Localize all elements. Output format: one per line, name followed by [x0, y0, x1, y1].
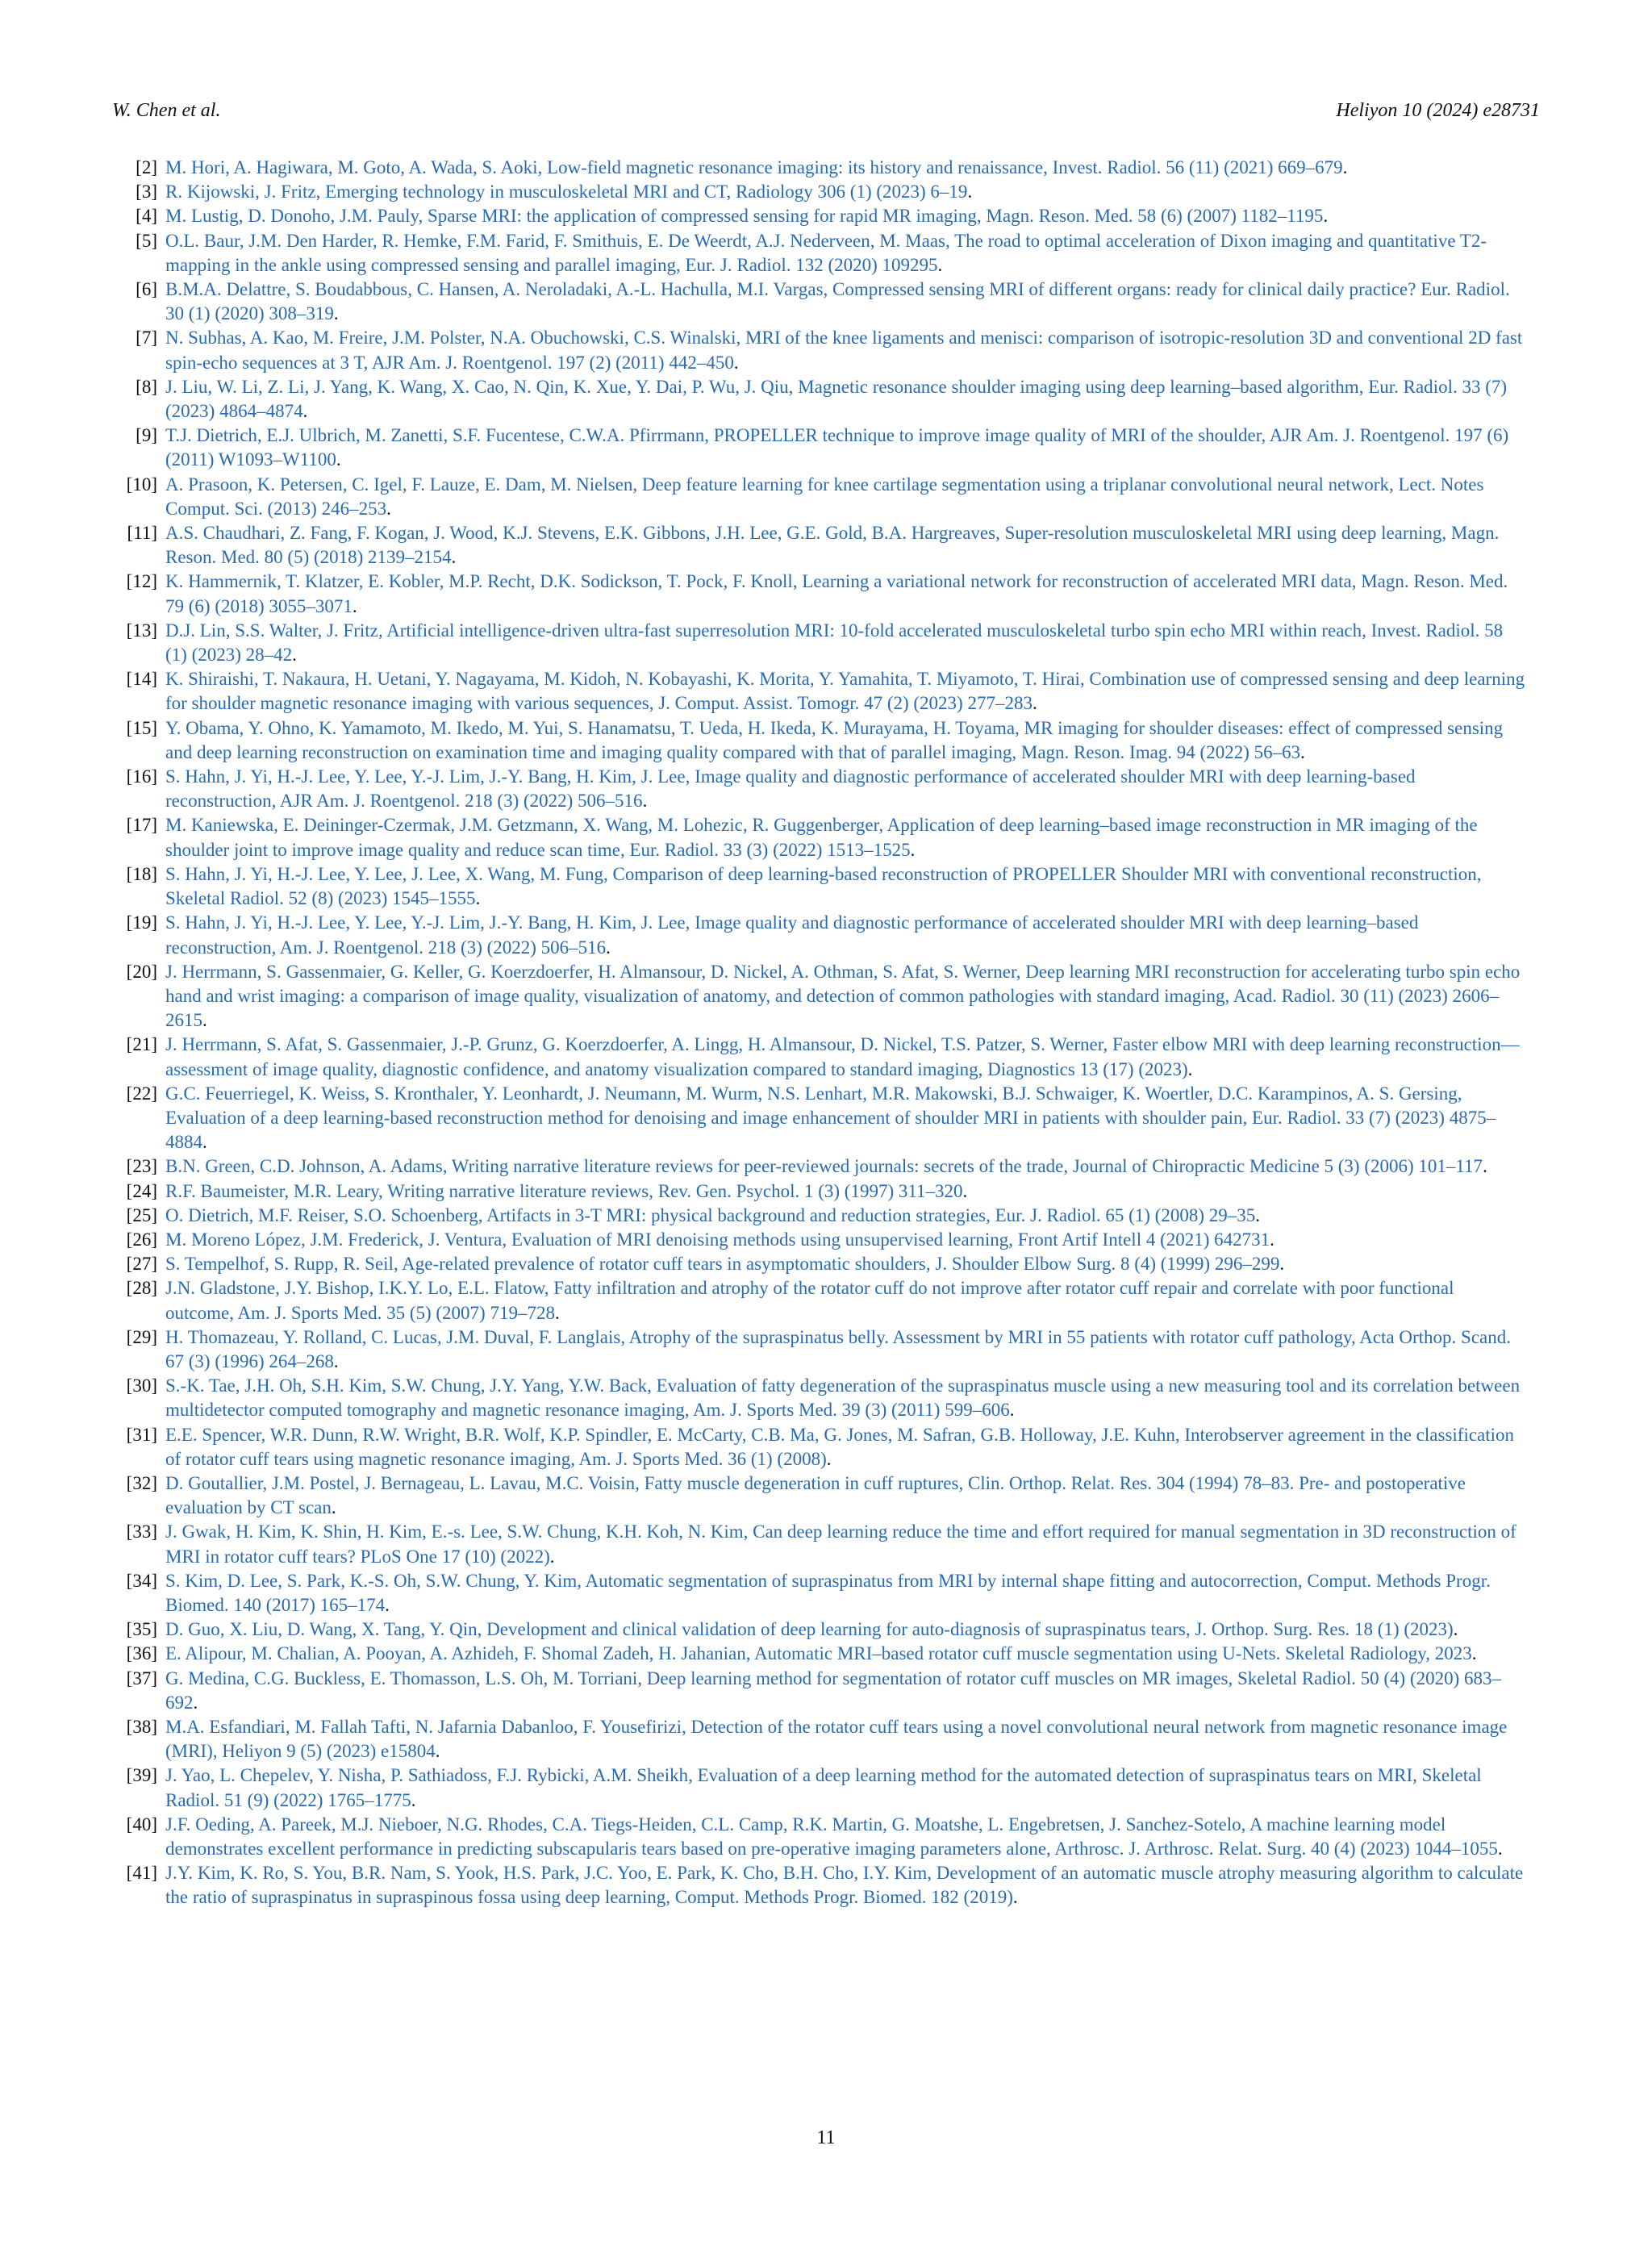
reference-end-period: . — [475, 888, 481, 909]
reference-number: [4] — [136, 206, 157, 227]
reference-number: [21] — [126, 1034, 157, 1055]
header-journal: Heliyon 10 (2024) e28731 — [1336, 100, 1540, 121]
reference-item — [112, 1520, 1525, 1568]
reference-link[interactable]: J.F. Oeding, A. Pareek, M.J. Nieboer, N.G. Rhodes, C.A. Tiegs-Heiden, C.L. Camp, R.K. Martin, G. Moatshe, L. Engebretsen, J. Sanchez-Sotelo, A machine learning model demonstrates excellent performance in predicting subscapularis tears based on pre-operative imaging parameters alone, Arthrosc. J. Arthrosc. Relat. Surg. 40 (4) (2023) 1044–1055 — [165, 1814, 1498, 1860]
reference-number: [10] — [126, 474, 157, 495]
reference-link[interactable]: N. Subhas, A. Kao, M. Freire, J.M. Polster, N.A. Obuchowski, C.S. Winalski, MRI of the knee ligaments and menisci: comparison of isotropic-resolution 3D and conventional 2D fast spin-echo sequences at 3 T, AJR Am. J. Roentgenol. 197 (2) (2011) 442–450 — [165, 328, 1523, 373]
reference-link[interactable]: Y. Obama, Y. Ohno, K. Yamamoto, M. Ikedo, M. Yui, S. Hanamatsu, T. Ueda, H. Ikeda, K. Murayama, H. Toyama, MR imaging for shoulder diseases: effect of compressed sensing and deep learning reconstruction on examination time and imaging quality compared with that of parallel imaging, Magn. Reson. Imag. 94 (2022) 56–63 — [165, 717, 1504, 762]
reference-end-period: . — [606, 937, 611, 958]
reference-number: [37] — [126, 1668, 157, 1688]
reference-entry — [165, 1569, 1525, 1617]
reference-end-period: . — [1255, 1204, 1260, 1225]
reference-link[interactable]: J.Y. Kim, K. Ro, S. You, B.R. Nam, S. Yook, H.S. Park, J.C. Yoo, E. Park, K. Cho, B.H. Cho, I.Y. Kim, Development of an automatic muscle atrophy measuring algorithm to calculate the ratio of supraspinatus in supraspinous fossa using deep learning, Comput. Methods Progr. Biomed. 182 (2019) — [165, 1863, 1524, 1908]
reference-link[interactable]: R.F. Baumeister, M.R. Leary, Writing narrative literature reviews, Rev. Gen. Psychol. 1 (3) (1997) 311–320 — [165, 1180, 963, 1201]
reference-item — [112, 570, 1525, 618]
reference-list — [112, 156, 1525, 1910]
reference-end-period: . — [386, 498, 391, 519]
reference-end-period: . — [962, 1180, 968, 1201]
reference-entry — [165, 204, 1525, 228]
reference-link[interactable]: J. Gwak, H. Kim, K. Shin, H. Kim, E.-s. Lee, S.W. Chung, K.H. Koh, N. Kim, Can deep learning reduce the time and effort required for manual segmentation in 3D reconstruction of MRI in rotator cuff tears? PLoS One 17 (10) (2022) — [165, 1521, 1516, 1567]
reference-link[interactable]: B.N. Green, C.D. Johnson, A. Adams, Writing narrative literature reviews for peer-reviewed journals: secrets of the trade, Journal of Chiropractic Medicine 5 (3) (2006) 101–117 — [165, 1156, 1483, 1177]
reference-item — [112, 1642, 1525, 1666]
reference-end-period: . — [202, 1010, 207, 1031]
reference-end-period: . — [910, 839, 916, 860]
reference-end-period: . — [1342, 157, 1348, 177]
reference-entry — [165, 667, 1525, 716]
reference-entry — [165, 1642, 1525, 1666]
reference-link[interactable]: G.C. Feuerriegel, K. Weiss, S. Kronthaler, Y. Leonhardt, J. Neumann, M. Wurm, N.S. Lenhart, M.R. Makowski, B.J. Schwaiger, K. Woertler, D.C. Karampinos, A. S. Gersing, Evaluation of a deep learning-based reconstruction method for denoising and image enhancement of shoulder MRI in patients with shoulder pain, Eur. Radiol. 33 (7) (2023) 4875–4884 — [165, 1083, 1496, 1153]
reference-number: [13] — [126, 620, 157, 641]
reference-link[interactable]: S. Tempelhof, S. Rupp, R. Seil, Age-related prevalence of rotator cuff tears in asymptomatic shoulders, J. Shoulder Elbow Surg. 8 (4) (1999) 296–299 — [165, 1254, 1280, 1275]
reference-end-period: . — [1012, 1887, 1018, 1908]
reference-number: [16] — [126, 766, 157, 787]
reference-link[interactable]: A. Prasoon, K. Petersen, C. Igel, F. Lauze, E. Dam, M. Nielsen, Deep feature learning for knee cartilage segmentation using a triplanar convolutional neural network, Lect. Notes Comput. Sci. (2013) 246–253 — [165, 474, 1484, 519]
reference-end-period: . — [336, 449, 341, 470]
reference-link[interactable]: J. Yao, L. Chepelev, Y. Nisha, P. Sathiadoss, F.J. Rybicki, A.M. Sheikh, Evaluation of a deep learning method for the automated detection of supraspinatus tears on MRI, Skeletal Radiol. 51 (9) (2022) 1765–1775 — [165, 1765, 1482, 1810]
reference-entry — [165, 1423, 1525, 1471]
reference-end-period: . — [331, 1497, 336, 1518]
reference-item — [112, 180, 1525, 204]
reference-number: [38] — [126, 1717, 157, 1737]
reference-end-period: . — [352, 595, 357, 616]
reference-link[interactable]: M. Lustig, D. Donoho, J.M. Pauly, Sparse MRI: the application of compressed sensing for rapid MR imaging, Magn. Reson. Med. 58 (6) (2007) 1182–1195 — [165, 206, 1324, 227]
reference-link[interactable]: H. Thomazeau, Y. Rolland, C. Lucas, J.M. Duval, F. Langlais, Atrophy of the supraspinatus belly. Assessment by MRI in 55 patients with rotator cuff pathology, Acta Orthop. Scand. 67 (3) (1996) 264–268 — [165, 1326, 1511, 1371]
reference-entry — [165, 278, 1525, 326]
reference-entry — [165, 1861, 1525, 1910]
reference-end-period: . — [435, 1741, 440, 1762]
reference-end-period: . — [411, 1789, 416, 1810]
reference-item — [112, 204, 1525, 228]
reference-entry — [165, 1228, 1525, 1252]
reference-number: [31] — [126, 1424, 157, 1445]
reference-item — [112, 862, 1525, 911]
reference-item — [112, 473, 1525, 521]
reference-number: [30] — [126, 1375, 157, 1396]
reference-item — [112, 1471, 1525, 1520]
reference-number: [34] — [126, 1570, 157, 1591]
reference-item — [112, 1813, 1525, 1861]
reference-entry — [165, 521, 1525, 570]
reference-entry — [165, 326, 1525, 374]
reference-number: [28] — [126, 1278, 157, 1299]
reference-item — [112, 1667, 1525, 1715]
reference-link[interactable]: K. Shiraishi, T. Nakaura, H. Uetani, Y. Nagayama, M. Kidoh, N. Kobayashi, K. Morita, Y. Yamahita, T. Miyamoto, T. Hirai, Combination use of compressed sensing and deep learning for shoulder magnetic resonance imaging with various sequences, J. Comput. Assist. Tomogr. 47 (2) (2023) 277–283 — [165, 669, 1525, 714]
reference-end-period: . — [333, 303, 339, 324]
reference-link[interactable]: D. Guo, X. Liu, D. Wang, X. Tang, Y. Qin, Development and clinical validation of deep learning for auto-diagnosis of supraspinatus tears, J. Orthop. Surg. Res. 18 (1) (2023) — [165, 1619, 1454, 1640]
reference-link[interactable]: J.N. Gladstone, J.Y. Bishop, I.K.Y. Lo, E.L. Flatow, Fatty infiltration and atrophy of the rotator cuff do not improve after rotator cuff repair and correlate with poor functional outcome, Am. J. Sports Med. 35 (5) (2007) 719–728 — [165, 1278, 1454, 1323]
reference-number: [20] — [126, 961, 157, 982]
reference-end-period: . — [302, 401, 308, 422]
reference-number: [41] — [126, 1863, 157, 1884]
reference-item — [112, 1423, 1525, 1471]
reference-end-period: . — [385, 1594, 390, 1615]
reference-link[interactable]: D. Goutallier, J.M. Postel, J. Bernageau, L. Lavau, M.C. Voisin, Fatty muscle degeneration in cuff ruptures, Clin. Orthop. Relat. Res. 304 (1994) 78–83. Pre- and postoperative evaluation by CT scan — [165, 1472, 1466, 1518]
reference-end-period: . — [1009, 1400, 1015, 1421]
reference-number: [32] — [126, 1472, 157, 1493]
reference-link[interactable]: S. Kim, D. Lee, S. Park, K.-S. Oh, S.W. Chung, Y. Kim, Automatic segmentation of supraspinatus from MRI by internal shape fitting and autocorrection, Comput. Methods Progr. Biomed. 140 (2017) 165–174 — [165, 1570, 1491, 1615]
reference-entry — [165, 1204, 1525, 1228]
reference-number: [39] — [126, 1765, 157, 1786]
reference-link[interactable]: E.E. Spencer, W.R. Dunn, R.W. Wright, B.R. Wolf, K.P. Spindler, E. McCarty, C.B. Ma, G. Jones, M. Safran, G.B. Holloway, J.E. Kuhn, Interobserver agreement in the classification of rotator cuff tears using magnetic resonance imaging, Am. J. Sports Med. 36 (1) (2008) — [165, 1424, 1515, 1469]
reference-end-period: . — [193, 1692, 198, 1713]
reference-item — [112, 1569, 1525, 1617]
reference-entry — [165, 1617, 1525, 1642]
reference-number: [25] — [126, 1204, 157, 1225]
reference-item — [112, 1325, 1525, 1374]
reference-entry — [165, 1179, 1525, 1204]
reference-link[interactable]: S. Hahn, J. Yi, H.-J. Lee, Y. Lee, Y.-J. Lim, J.-Y. Bang, H. Kim, J. Lee, Image quality and diagnostic performance of accelerated shoulder MRI with deep learning–based reconstruction, Am. J. Roentgenol. 218 (3) (2022) 506–516 — [165, 912, 1419, 958]
reference-link[interactable]: R. Kijowski, J. Fritz, Emerging technology in musculoskeletal MRI and CT, Radiology 306 (1) (2023) 6–19 — [165, 182, 968, 202]
header-authors: W. Chen et al. — [112, 100, 221, 121]
reference-item — [112, 1861, 1525, 1910]
reference-entry — [165, 473, 1525, 521]
reference-end-period: . — [292, 645, 297, 666]
reference-entry — [165, 1715, 1525, 1764]
reference-item — [112, 619, 1525, 667]
reference-item — [112, 1033, 1525, 1081]
reference-number: [35] — [126, 1619, 157, 1640]
reference-entry — [165, 1520, 1525, 1568]
reference-entry — [165, 229, 1525, 278]
reference-item — [112, 1154, 1525, 1179]
reference-end-period: . — [202, 1132, 207, 1153]
reference-entry — [165, 813, 1525, 862]
reference-link[interactable]: M. Moreno López, J.M. Frederick, J. Ventura, Evaluation of MRI denoising methods using unsupervised learning, Front Artif Intell 4 (2021) 642731 — [165, 1229, 1270, 1250]
reference-item — [112, 911, 1525, 959]
reference-item — [112, 1228, 1525, 1252]
reference-number: [14] — [126, 669, 157, 690]
reference-number: [15] — [126, 717, 157, 738]
reference-number: [9] — [136, 425, 157, 446]
reference-link[interactable]: B.M.A. Delattre, S. Boudabbous, C. Hansen, A. Neroladaki, A.-L. Hachulla, M.I. Vargas, Compressed sensing MRI of different organs: ready for clinical daily practice? Eur. Radiol. 30 (1) (2020) 308–319 — [165, 279, 1510, 324]
reference-item — [112, 716, 1525, 765]
reference-entry — [165, 716, 1525, 765]
reference-entry — [165, 1082, 1525, 1155]
reference-entry — [165, 619, 1525, 667]
reference-item — [112, 424, 1525, 472]
reference-link[interactable]: O. Dietrich, M.F. Reiser, S.O. Schoenberg, Artifacts in 3-T MRI: physical background and reduction strategies, Eur. J. Radiol. 65 (1) (2008) 29–35 — [165, 1204, 1256, 1225]
reference-link[interactable]: D.J. Lin, S.S. Walter, J. Fritz, Artificial intelligence-driven ultra-fast superresolution MRI: 10-fold accelerated musculoskeletal turbo spin echo MRI within reach, Invest. Radiol. 58 (1) (2023) 28–42 — [165, 620, 1504, 666]
reference-entry — [165, 1374, 1525, 1422]
reference-end-period: . — [1453, 1619, 1458, 1640]
reference-entry — [165, 1154, 1525, 1179]
reference-entry — [165, 156, 1525, 180]
reference-item — [112, 375, 1525, 424]
reference-number: [29] — [126, 1326, 157, 1347]
reference-link[interactable]: J. Liu, W. Li, Z. Li, J. Yang, K. Wang, X. Cao, N. Qin, K. Xue, Y. Dai, P. Wu, J. Qiu, Magnetic resonance shoulder imaging using deep learning–based algorithm, Eur. Radiol. 33 (7) (2023) 4864–4874 — [165, 376, 1508, 422]
reference-end-period: . — [333, 1350, 339, 1371]
reference-entry — [165, 765, 1525, 813]
reference-number: [8] — [136, 376, 157, 397]
reference-item — [112, 1276, 1525, 1325]
reference-end-period: . — [1279, 1254, 1285, 1275]
reference-end-period: . — [967, 182, 973, 202]
reference-end-period: . — [1483, 1156, 1487, 1177]
reference-number: [19] — [126, 912, 157, 933]
reference-end-period: . — [1270, 1229, 1274, 1250]
reference-end-period: . — [1497, 1839, 1503, 1860]
reference-link[interactable]: A.S. Chaudhari, Z. Fang, F. Kogan, J. Wood, K.J. Stevens, E.K. Gibbons, J.H. Lee, G.E. Gold, B.A. Hargreaves, Super-resolution musculoskeletal MRI using deep learning, Magn. Reson. Med. 80 (5) (2018) 2139–2154 — [165, 523, 1500, 568]
reference-end-period: . — [937, 254, 943, 275]
reference-number: [7] — [136, 328, 157, 349]
reference-link[interactable]: M. Hori, A. Hagiwara, M. Goto, A. Wada, S. Aoki, Low-field magnetic resonance imaging: its history and renaissance, Invest. Radiol. 56 (11) (2021) 669–679 — [165, 157, 1343, 177]
reference-item — [112, 521, 1525, 570]
reference-number: [33] — [126, 1521, 157, 1542]
reference-entry — [165, 1325, 1525, 1374]
reference-entry — [165, 1033, 1525, 1081]
reference-entry — [165, 862, 1525, 911]
reference-number: [17] — [126, 815, 157, 836]
reference-end-period: . — [1187, 1058, 1193, 1079]
reference-number: [22] — [126, 1083, 157, 1104]
reference-entry — [165, 375, 1525, 424]
running-head — [112, 100, 1540, 129]
reference-entry — [165, 1667, 1525, 1715]
reference-link[interactable]: T.J. Dietrich, E.J. Ulbrich, M. Zanetti, S.F. Fucentese, C.W.A. Pfirrmann, PROPELLER technique to improve image quality of MRI of the shoulder, AJR Am. J. Roentgenol. 197 (6) (2011) W1093–W1100 — [165, 425, 1509, 470]
reference-item — [112, 1374, 1525, 1422]
reference-entry — [165, 570, 1525, 618]
reference-link[interactable]: J. Herrmann, S. Gassenmaier, G. Keller, G. Koerzdoerfer, H. Almansour, D. Nickel, A. Othman, S. Afat, S. Werner, Deep learning MRI reconstruction for accelerating turbo spin echo hand and wrist imaging: a comparison of image quality, visualization of anatomy, and detection of common pathologies with standard imaging, Acad. Radiol. 30 (11) (2023) 2606–2615 — [165, 961, 1521, 1031]
reference-number: [24] — [126, 1180, 157, 1201]
reference-end-period: . — [642, 791, 648, 812]
reference-item — [112, 1764, 1525, 1812]
reference-end-period: . — [1323, 206, 1329, 227]
reference-link[interactable]: S. Hahn, J. Yi, H.-J. Lee, Y. Lee, J. Lee, X. Wang, M. Fung, Comparison of deep learning-based reconstruction of PROPELLER Shoulder MRI with conventional reconstruction, Skeletal Radiol. 52 (8) (2023) 1545–1555 — [165, 863, 1482, 909]
reference-end-period: . — [1471, 1643, 1477, 1664]
reference-entry — [165, 1276, 1525, 1325]
reference-number: [36] — [126, 1643, 157, 1664]
reference-end-period: . — [554, 1302, 560, 1323]
reference-link[interactable]: M.A. Esfandiari, M. Fallah Tafti, N. Jafarnia Dabanloo, F. Yousefirizi, Detection of the rotator cuff tears using a novel convolutional neural network from magnetic resonance image (MRI), Heliyon 9 (5) (2023) e15804 — [165, 1717, 1508, 1762]
reference-number: [27] — [126, 1254, 157, 1275]
reference-number: [2] — [136, 157, 157, 177]
reference-number: [23] — [126, 1156, 157, 1177]
reference-item — [112, 1252, 1525, 1276]
reference-link[interactable]: S.-K. Tae, J.H. Oh, S.H. Kim, S.W. Chung, J.Y. Yang, Y.W. Back, Evaluation of fatty degeneration of the supraspinatus muscle using a new measuring tool and its correlation between multidetector computed tomography and magnetic resonance imaging, Am. J. Sports Med. 39 (3) (2011) 599–606 — [165, 1375, 1521, 1421]
reference-number: [11] — [127, 523, 157, 544]
reference-number: [18] — [126, 863, 157, 884]
reference-item — [112, 229, 1525, 278]
reference-item — [112, 813, 1525, 862]
reference-number: [3] — [136, 182, 157, 202]
reference-link[interactable]: O.L. Baur, J.M. Den Harder, R. Hemke, F.M. Farid, F. Smithuis, E. De Weerdt, A.J. Nederveen, M. Maas, The road to optimal acceleration of Dixon imaging and quantitative T2-mapping in the ankle using compressed sensing and parallel imaging, Eur. J. Radiol. 132 (2020) 109295 — [165, 230, 1487, 275]
reference-entry — [165, 1813, 1525, 1861]
reference-item — [112, 326, 1525, 374]
reference-entry — [165, 960, 1525, 1033]
reference-entry — [165, 180, 1525, 204]
reference-entry — [165, 1764, 1525, 1812]
page-number: 11 — [816, 2127, 836, 2148]
reference-end-period: . — [1032, 693, 1037, 714]
reference-item — [112, 1179, 1525, 1204]
reference-link[interactable]: J. Herrmann, S. Afat, S. Gassenmaier, J.-P. Grunz, G. Koerzdoerfer, A. Lingg, H. Almansour, D. Nickel, T.S. Patzer, S. Werner, Faster elbow MRI with deep learning reconstruction—assessment of image quality, diagnostic confidence, and anatomy visualization compared to standard imaging, Diagnostics 13 (17) (2023) — [165, 1034, 1520, 1079]
reference-item — [112, 1715, 1525, 1764]
reference-item — [112, 278, 1525, 326]
reference-entry — [165, 1471, 1525, 1520]
reference-number: [6] — [136, 279, 157, 300]
reference-item — [112, 960, 1525, 1033]
reference-item — [112, 1617, 1525, 1642]
reference-item — [112, 1204, 1525, 1228]
reference-entry — [165, 1252, 1525, 1276]
reference-end-period: . — [826, 1448, 832, 1469]
reference-link[interactable]: G. Medina, C.G. Buckless, E. Thomasson, L.S. Oh, M. Torriani, Deep learning method for segmentation of rotator cuff muscles on MR images, Skeletal Radiol. 50 (4) (2020) 683–692 — [165, 1668, 1502, 1713]
reference-end-period: . — [549, 1546, 555, 1567]
reference-end-period: . — [1300, 741, 1305, 762]
reference-entry — [165, 424, 1525, 472]
reference-link[interactable]: K. Hammernik, T. Klatzer, E. Kobler, M.P. Recht, D.K. Sodickson, T. Pock, F. Knoll, Learning a variational network for reconstruction of accelerated MRI data, Magn. Reson. Med. 79 (6) (2018) 3055–3071 — [165, 571, 1508, 616]
reference-link[interactable]: S. Hahn, J. Yi, H.-J. Lee, Y. Lee, Y.-J. Lim, J.-Y. Bang, H. Kim, J. Lee, Image quality and diagnostic performance of accelerated shoulder MRI with deep learning-based reconstruction, AJR Am. J. Roentgenol. 218 (3) (2022) 506–516 — [165, 766, 1416, 812]
reference-item — [112, 765, 1525, 813]
reference-item — [112, 1082, 1525, 1155]
reference-item — [112, 156, 1525, 180]
reference-link[interactable]: E. Alipour, M. Chalian, A. Pooyan, A. Azhideh, F. Shomal Zadeh, H. Jahanian, Automatic MRI–based rotator cuff muscle segmentation using U-Nets. Skeletal Radiology, 2023 — [165, 1643, 1472, 1664]
reference-number: [12] — [126, 571, 157, 592]
reference-item — [112, 667, 1525, 716]
reference-number: [40] — [126, 1814, 157, 1835]
reference-number: [26] — [126, 1229, 157, 1250]
reference-link[interactable]: M. Kaniewska, E. Deininger-Czermak, J.M. Getzmann, X. Wang, M. Lohezic, R. Guggenberger, Application of deep learning–based image reconstruction in MR imaging of the shoulder joint to improve image quality and reduce scan time, Eur. Radiol. 33 (3) (2022) 1513–1525 — [165, 815, 1478, 860]
reference-end-period: . — [451, 547, 457, 568]
reference-number: [5] — [136, 230, 157, 251]
reference-entry — [165, 911, 1525, 959]
reference-end-period: . — [733, 352, 739, 373]
